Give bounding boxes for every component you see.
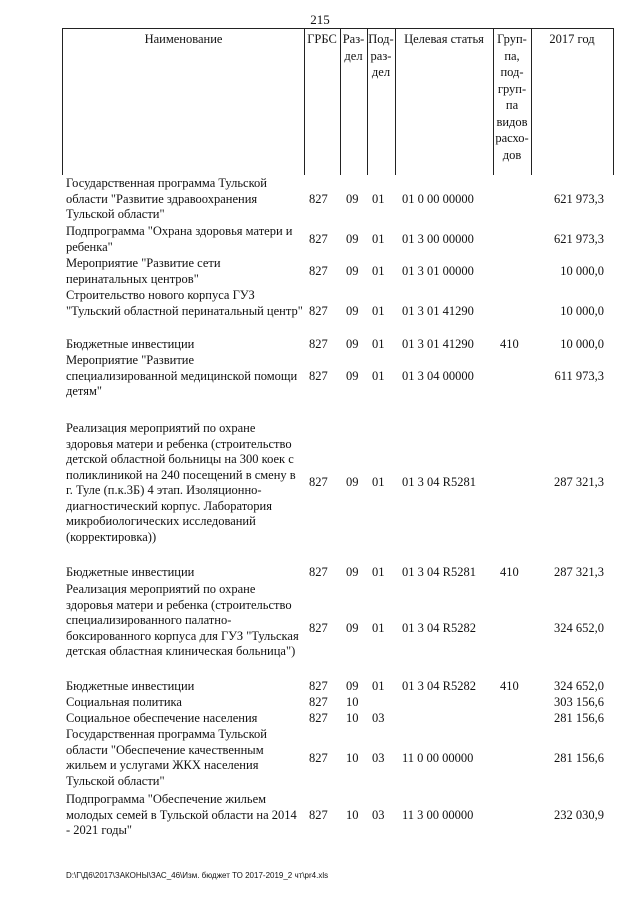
row-target: 01 3 04 R5282 xyxy=(402,621,476,635)
header-razdel: Раз- дел xyxy=(342,32,365,63)
row-grbs: 827 xyxy=(309,369,328,383)
row-grbs: 827 xyxy=(309,264,328,278)
row-razdel: 09 xyxy=(346,192,359,206)
row-podrazdel: 03 xyxy=(372,808,385,822)
row-podrazdel: 01 xyxy=(372,475,385,489)
row-name: Государственная программа Тульской области "Обеспечение качественным жильем и услугами ЖКХ населения Тульской области" xyxy=(66,727,267,788)
file-path-footer: D:\Г\Д6\2017\ЗАКОНЫ\ЗАС_46\Изм. бюджет ТО 2017-2019_2 чт\pr4.xls xyxy=(66,871,329,880)
row-target: 01 3 04 R5281 xyxy=(402,565,476,579)
row-name: Мероприятие "Развитие сети перинатальных центров" xyxy=(66,256,221,286)
row-razdel: 09 xyxy=(346,264,359,278)
row-amount: 287 321,3 xyxy=(554,475,604,489)
column-divider xyxy=(304,29,305,175)
row-amount: 303 156,6 xyxy=(554,695,604,709)
row-grbs: 827 xyxy=(309,751,328,765)
row-grbs: 827 xyxy=(309,679,328,693)
row-amount: 324 652,0 xyxy=(554,679,604,693)
header-target: Целевая статья xyxy=(404,32,484,46)
row-name: Строительство нового корпуса ГУЗ "Тульский областной перинатальный центр" xyxy=(66,288,303,318)
row-grbs: 827 xyxy=(309,711,328,725)
row-razdel: 10 xyxy=(346,711,359,725)
row-podrazdel: 01 xyxy=(372,192,385,206)
row-amount: 621 973,3 xyxy=(554,232,604,246)
row-target: 01 3 01 00000 xyxy=(402,264,474,278)
row-amount: 10 000,0 xyxy=(560,264,604,278)
row-amount: 10 000,0 xyxy=(560,304,604,318)
row-name: Социальная политика xyxy=(66,695,182,709)
table-header xyxy=(62,28,614,175)
row-grbs: 827 xyxy=(309,475,328,489)
header-name: Наименование xyxy=(144,32,223,46)
row-razdel: 09 xyxy=(346,679,359,693)
row-target: 01 3 00 00000 xyxy=(402,232,474,246)
table-row xyxy=(0,337,640,353)
column-divider xyxy=(395,29,396,175)
row-podrazdel: 01 xyxy=(372,621,385,635)
table-row xyxy=(0,582,640,677)
row-razdel: 09 xyxy=(346,232,359,246)
row-razdel: 09 xyxy=(346,621,359,635)
row-podrazdel: 03 xyxy=(372,751,385,765)
row-name: Бюджетные инвестиции xyxy=(66,679,195,693)
row-amount: 281 156,6 xyxy=(554,751,604,765)
row-podrazdel: 01 xyxy=(372,369,385,383)
row-amount: 611 973,3 xyxy=(554,369,604,383)
row-razdel: 09 xyxy=(346,304,359,318)
row-group: 410 xyxy=(500,565,519,579)
row-target: 01 3 04 R5281 xyxy=(402,475,476,489)
row-name: Подпрограмма "Охрана здоровья матери и ребенка" xyxy=(66,224,293,254)
row-grbs: 827 xyxy=(309,192,328,206)
row-name: Бюджетные инвестиции xyxy=(66,337,195,351)
row-razdel: 09 xyxy=(346,565,359,579)
row-grbs: 827 xyxy=(309,621,328,635)
row-group: 410 xyxy=(500,679,519,693)
row-group: 410 xyxy=(500,337,519,351)
row-name: Государственная программа Тульской области "Развитие здравоохранения Тульской области" xyxy=(66,176,267,221)
row-amount: 281 156,6 xyxy=(554,711,604,725)
row-razdel: 09 xyxy=(346,337,359,351)
row-podrazdel: 01 xyxy=(372,232,385,246)
row-amount: 621 973,3 xyxy=(554,192,604,206)
table-row xyxy=(0,711,640,727)
row-podrazdel: 03 xyxy=(372,711,385,725)
table-row xyxy=(0,421,640,547)
row-name: Подпрограмма "Обеспечение жильем молодых семей в Тульской области на 2014 - 2021 годы" xyxy=(66,792,297,837)
table-row xyxy=(0,565,640,581)
row-razdel: 10 xyxy=(346,808,359,822)
row-grbs: 827 xyxy=(309,695,328,709)
row-grbs: 827 xyxy=(309,304,328,318)
page-number: 215 xyxy=(310,12,330,27)
row-name: Реализация мероприятий по охране здоровья матери и ребенка (строительство специализированного палатно-боксированного корпуса для ГУЗ "Тульская детская областная клиническая больница") xyxy=(66,582,299,658)
table-row xyxy=(0,256,640,287)
row-grbs: 827 xyxy=(309,565,328,579)
header-year: 2017 год xyxy=(549,32,595,46)
table-row xyxy=(0,679,640,695)
table-row xyxy=(0,224,640,255)
row-target: 01 0 00 00000 xyxy=(402,192,474,206)
row-target: 01 3 04 00000 xyxy=(402,369,474,383)
row-razdel: 09 xyxy=(346,369,359,383)
column-divider xyxy=(531,29,532,175)
row-amount: 287 321,3 xyxy=(554,565,604,579)
table-row xyxy=(0,695,640,711)
row-target: 01 3 01 41290 xyxy=(402,337,474,351)
row-name: Мероприятие "Развитие специализированной медицинской помощи детям" xyxy=(66,353,298,398)
row-razdel: 10 xyxy=(346,695,359,709)
row-grbs: 827 xyxy=(309,337,328,351)
row-podrazdel: 01 xyxy=(372,679,385,693)
table-row xyxy=(0,727,640,790)
row-razdel: 10 xyxy=(346,751,359,765)
row-amount: 232 030,9 xyxy=(554,808,604,822)
row-grbs: 827 xyxy=(309,232,328,246)
header-group: Груп- па, под- груп- па видов расхо- дов xyxy=(495,32,529,162)
header-grbs: ГРБС xyxy=(307,32,337,46)
row-amount: 10 000,0 xyxy=(560,337,604,351)
row-target: 11 0 00 00000 xyxy=(402,751,474,765)
row-name: Реализация мероприятий по охране здоровья матери и ребенка (строительство детской областной больницы на 300 коек с поликлиникой на 240 посещений в смену в г. Туле (п.к.3Б) 4 этап. Изоляционно-диагностический корпус. Лаборатория микробиологических исследований (корректировка)) xyxy=(66,421,296,544)
row-target: 01 3 01 41290 xyxy=(402,304,474,318)
row-podrazdel: 01 xyxy=(372,337,385,351)
row-grbs: 827 xyxy=(309,808,328,822)
row-name: Социальное обеспечение населения xyxy=(66,711,258,725)
row-podrazdel: 01 xyxy=(372,304,385,318)
table-row xyxy=(0,792,640,839)
header-podrazdel: Под- раз- дел xyxy=(368,32,394,79)
row-razdel: 09 xyxy=(346,475,359,489)
row-target: 11 3 00 00000 xyxy=(402,808,474,822)
row-name: Бюджетные инвестиции xyxy=(66,565,195,579)
row-podrazdel: 01 xyxy=(372,565,385,579)
table-row xyxy=(0,176,640,223)
table-row xyxy=(0,353,640,400)
row-target: 01 3 04 R5282 xyxy=(402,679,476,693)
row-podrazdel: 01 xyxy=(372,264,385,278)
table-row xyxy=(0,288,640,335)
row-amount: 324 652,0 xyxy=(554,621,604,635)
